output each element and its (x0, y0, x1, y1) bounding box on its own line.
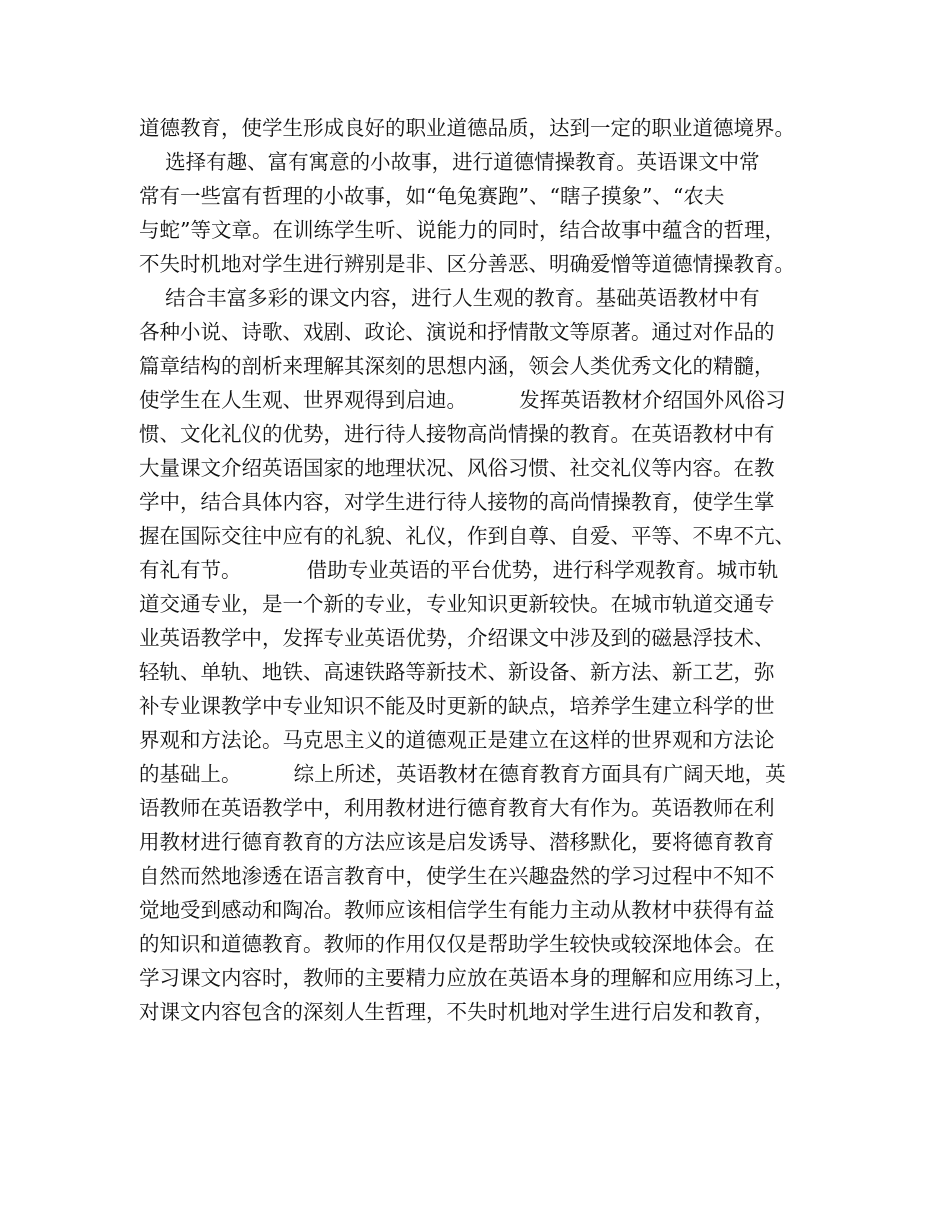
text-line-22: 用教材进行德育教育的方法应该是启发诱导、潜移默化，要将德育教育 (139, 830, 775, 854)
text-line-12: 学中，结合具体内容，对学生进行待人接物的高尚情操教育，使学生掌 (139, 490, 775, 514)
text-line-2: 选择有趣、富有寓意的小故事，进行道德情操教育。英语课文中常 (139, 150, 760, 174)
text-line-3: 常有一些富有哲理的小故事，如“龟兔赛跑”、“瞎子摸象”、“农夫 (139, 184, 725, 208)
text-line-25: 的知识和道德教育。教师的作用仅仅是帮助学生较快或较深地体会。在 (139, 932, 775, 956)
text-line-26: 学习课文内容时，教师的主要精力应放在英语本身的理解和应用练习上， (139, 966, 795, 990)
text-line-9: 使学生在人生观、世界观得到启迪。 发挥英语教材介绍国外风俗习 (139, 388, 786, 412)
text-line-5: 不失时机地对学生进行辨别是非、区分善恶、明确爱憎等道德情操教育。 (139, 252, 795, 276)
text-line-4: 与蛇”等文章。在训练学生听、说能力的同时，结合故事中蕴含的哲理， (139, 218, 785, 242)
text-line-8: 篇章结构的剖析来理解其深刻的思想内涵，领会人类优秀文化的精髓， (139, 354, 775, 378)
text-line-20: 的基础上。 综上所述，英语教材在德育教育方面具有广阔天地，英 (139, 762, 786, 786)
text-line-18: 补专业课教学中专业知识不能及时更新的缺点，培养学生建立科学的世 (139, 694, 775, 718)
text-line-16: 业英语教学中，发挥专业英语优势，介绍课文中涉及到的磁悬浮技术、 (139, 626, 775, 650)
text-line-27: 对课文内容包含的深刻人生哲理，不失时机地对学生进行启发和教育， (139, 1000, 775, 1024)
text-line-19: 界观和方法论。马克思主义的道德观正是建立在这样的世界观和方法论 (139, 728, 775, 752)
text-line-1: 道德教育，使学生形成良好的职业道德品质，达到一定的职业道德境界。 (139, 116, 795, 140)
text-line-17: 轻轨、单轨、地铁、高速铁路等新技术、新设备、新方法、新工艺，弥 (139, 660, 775, 684)
text-line-21: 语教师在英语教学中，利用教材进行德育教育大有作为。英语教师在利 (139, 796, 775, 820)
text-line-23: 自然而然地渗透在语言教育中，使学生在兴趣盎然的学习过程中不知不 (139, 864, 775, 888)
text-line-24: 觉地受到感动和陶冶。教师应该相信学生有能力主动从教材中获得有益 (139, 898, 775, 922)
text-line-13: 握在国际交往中应有的礼貌、礼仪，作到自尊、自爱、平等、不卑不亢、 (139, 524, 795, 548)
text-line-7: 各种小说、诗歌、戏剧、政论、演说和抒情散文等原著。通过对作品的 (139, 320, 775, 344)
text-line-6: 结合丰富多彩的课文内容，进行人生观的教育。基础英语教材中有 (139, 286, 760, 310)
text-line-15: 道交通专业，是一个新的专业，专业知识更新较快。在城市轨道交通专 (139, 592, 775, 616)
text-line-11: 大量课文介绍英语国家的地理状况、风俗习惯、社交礼仪等内容。在教 (139, 456, 775, 480)
text-line-14: 有礼有节。 借助专业英语的平台优势，进行科学观教育。城市轨 (139, 558, 779, 582)
text-line-10: 惯、文化礼仪的优势，进行待人接物高尚情操的教育。在英语教材中有 (139, 422, 775, 446)
